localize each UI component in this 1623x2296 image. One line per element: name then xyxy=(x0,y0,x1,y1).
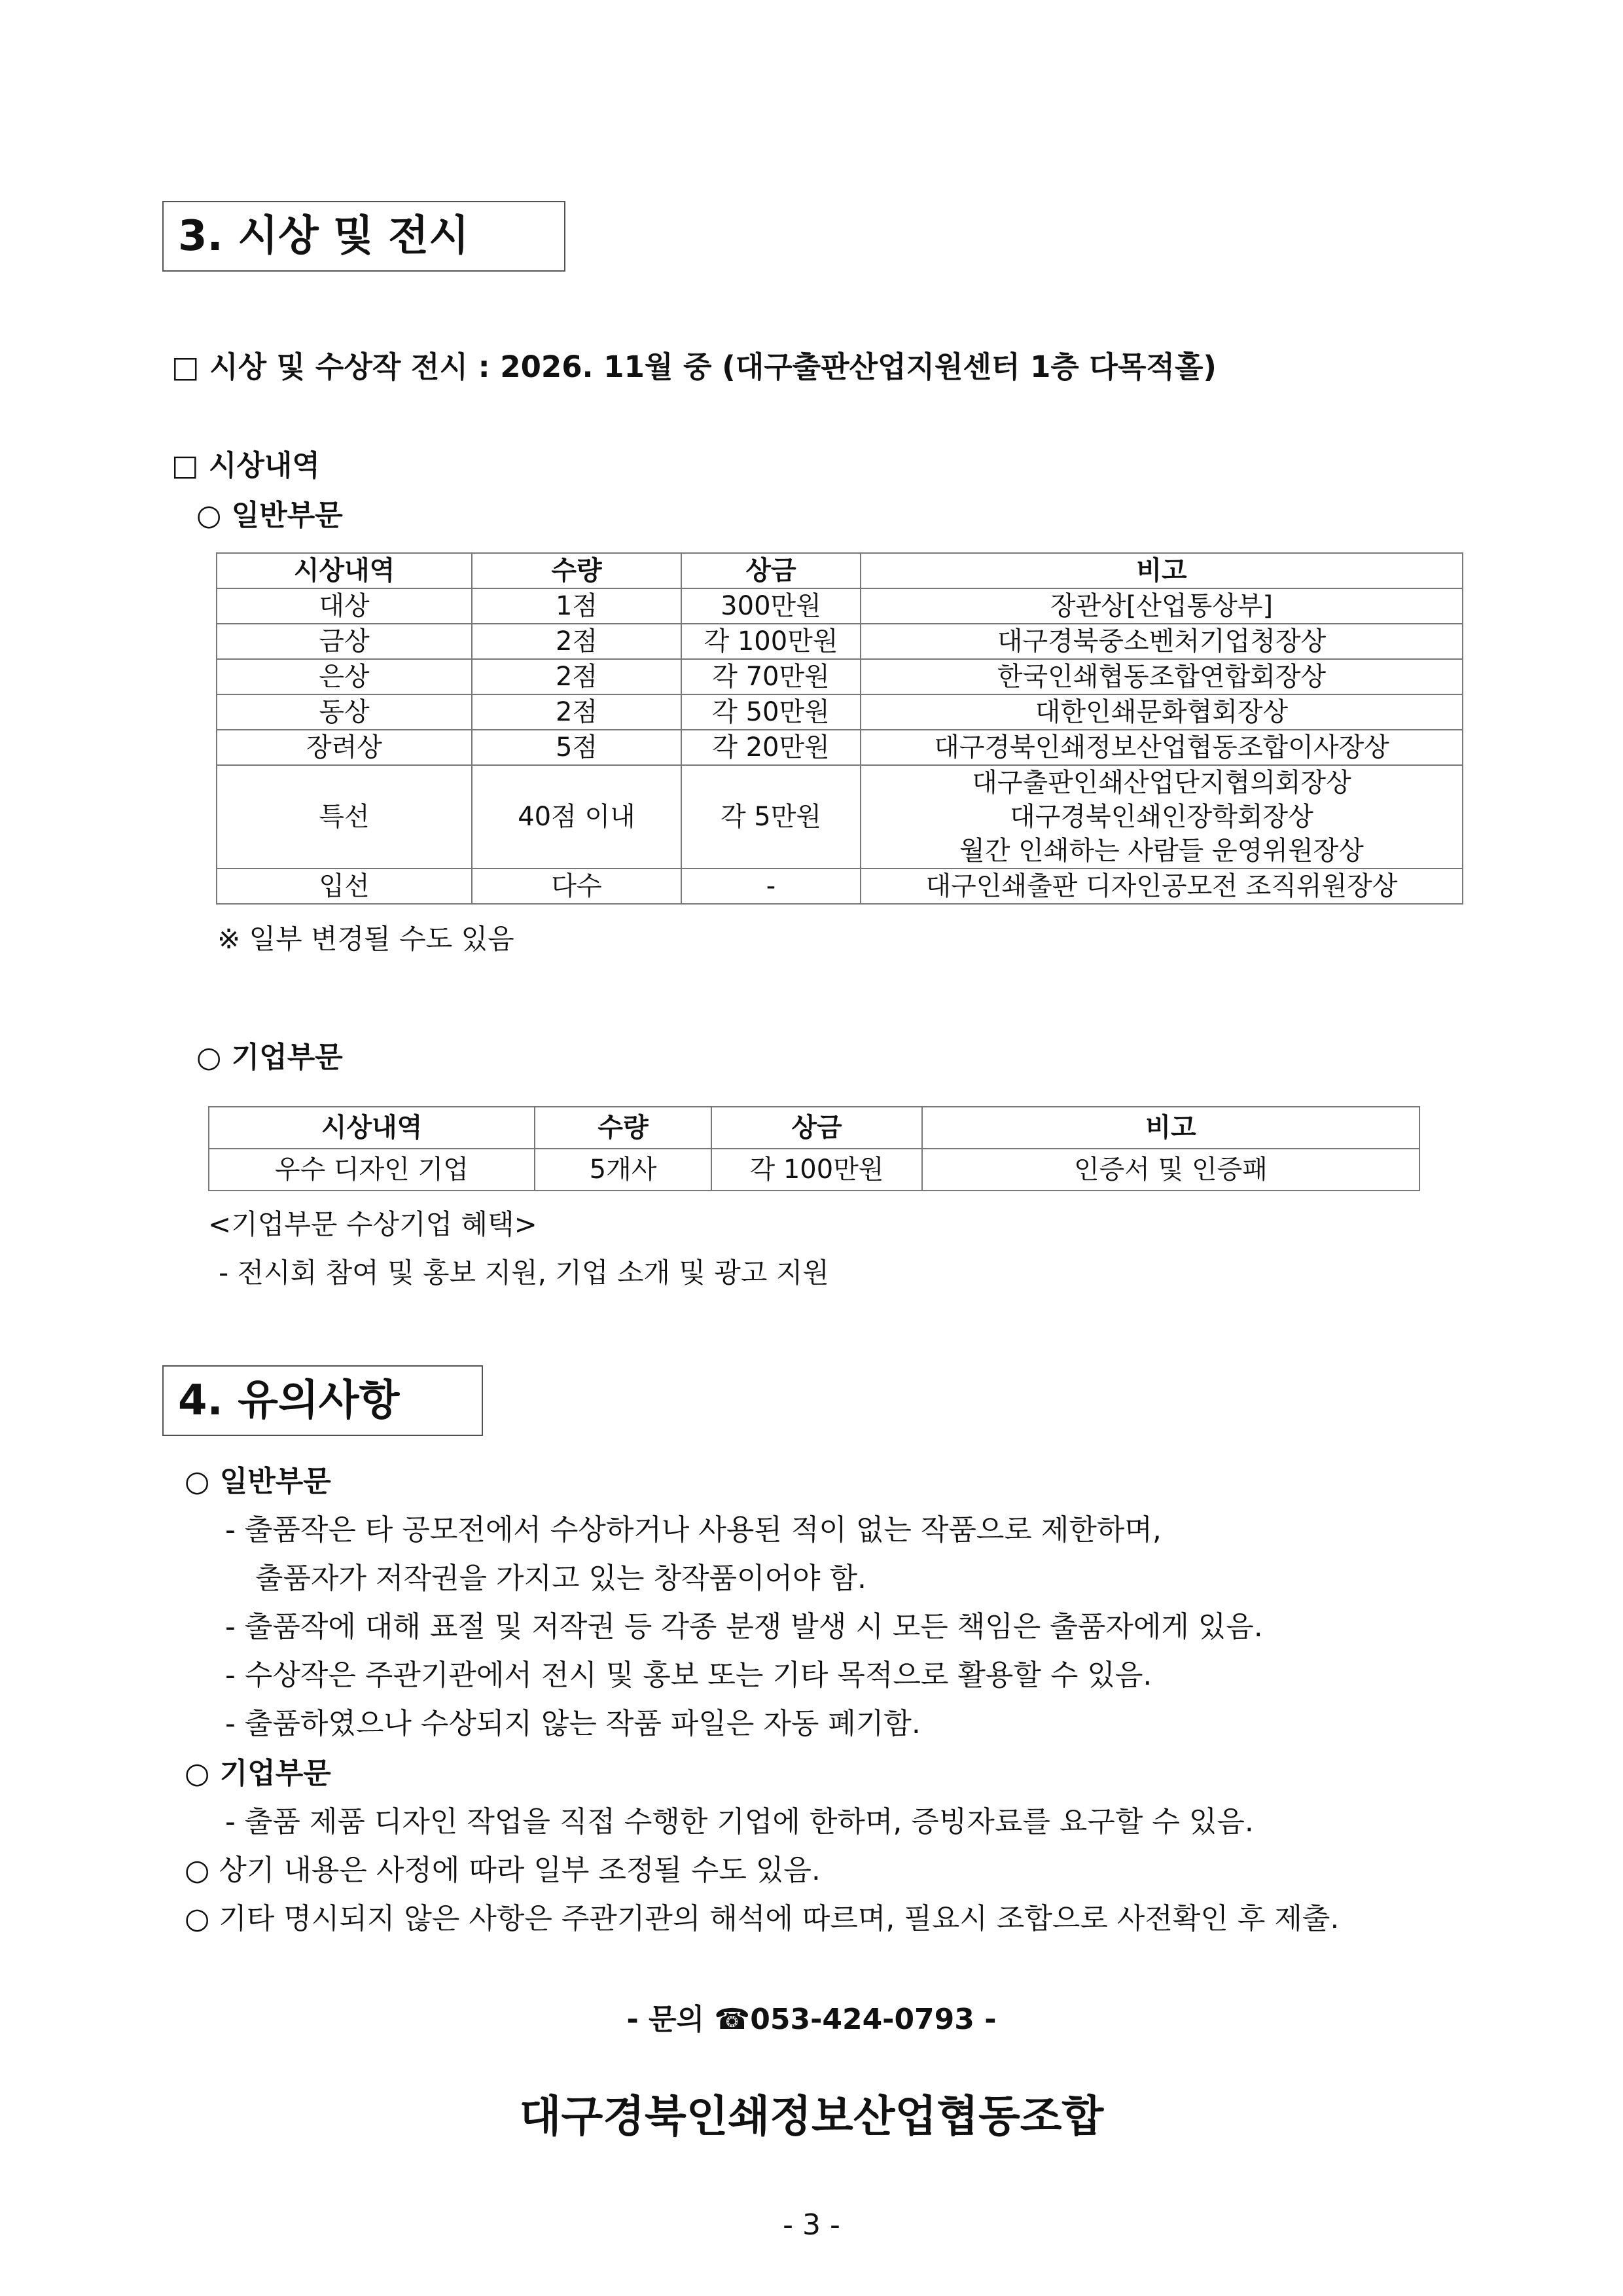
cell-prize: - xyxy=(681,869,861,904)
notice-item: - 출품 제품 디자인 작업을 직접 수행한 기업에 한하며, 증빙자료를 요구할 수 있음. xyxy=(225,1805,1254,1839)
cell-count: 5점 xyxy=(472,730,681,765)
cell-prize: 각 20만원 xyxy=(681,730,861,765)
header-prize: 상금 xyxy=(711,1107,922,1149)
cell-note: 대구경북중소벤처기업청장상 xyxy=(861,624,1463,659)
cell-count: 2점 xyxy=(472,624,681,659)
table-row xyxy=(217,730,1463,765)
table-row xyxy=(217,869,1463,904)
cell-prize: 각 70만원 xyxy=(681,659,861,694)
cell-award: 금상 xyxy=(217,624,472,659)
cell-award: 특선 xyxy=(217,765,472,869)
section-3-title-text: 3. 시상 및 전시 xyxy=(178,212,469,260)
cell-note: 장관상[산업통상부] xyxy=(861,588,1463,624)
table-row xyxy=(217,624,1463,659)
awards-heading: □ 시상내역 xyxy=(171,449,320,482)
notice-item: - 출품하였으나 수상되지 않는 작품 파일은 자동 폐기함. xyxy=(225,1707,921,1740)
cell-count: 다수 xyxy=(472,869,681,904)
special-note-1: 대구출판인쇄산업단지협의회장상 xyxy=(972,768,1351,798)
table-header-row xyxy=(217,553,1463,588)
cell-award: 우수 디자인 기업 xyxy=(209,1149,535,1191)
special-note-3: 월간 인쇄하는 사람들 운영위원장상 xyxy=(959,836,1364,866)
cell-count: 40점 이내 xyxy=(472,765,681,869)
table-row xyxy=(217,694,1463,730)
notice-item: - 출품작에 대해 표절 및 저작권 등 각종 분쟁 발생 시 모든 책임은 출품자에게 있음. xyxy=(225,1610,1263,1643)
cell-count: 2점 xyxy=(472,659,681,694)
cell-award: 동상 xyxy=(217,694,472,730)
cell-count: 1점 xyxy=(472,588,681,624)
notice-item: 출품자가 저작권을 가지고 있는 창작품이어야 함. xyxy=(255,1562,866,1595)
table-header-row xyxy=(209,1107,1419,1149)
cell-prize: 각 50만원 xyxy=(681,694,861,730)
benefit-title: <기업부문 수상기업 혜택> xyxy=(208,1208,537,1240)
cell-award: 입선 xyxy=(217,869,472,904)
table-row xyxy=(217,659,1463,694)
cell-note: 인증서 및 인증패 xyxy=(922,1149,1419,1191)
notice-corporate-heading: ○ 기업부문 xyxy=(185,1757,331,1790)
corporate-division-heading: ○ 기업부문 xyxy=(196,1041,343,1074)
corporate-awards-table xyxy=(208,1106,1420,1191)
cell-count: 5개사 xyxy=(535,1149,711,1191)
notice-item: - 출품작은 타 공모전에서 수상하거나 사용된 적이 없는 작품으로 제한하며, xyxy=(225,1513,1162,1547)
general-division-heading: ○ 일반부문 xyxy=(196,499,343,532)
notice-misc-2: ○ 기타 명시되지 않은 사항은 주관기관의 해석에 따르며, 필요시 조합으로 사전확인 후 제출. xyxy=(185,1902,1340,1935)
cell-note: 대구인쇄출판 디자인공모전 조직위원장상 xyxy=(861,869,1463,904)
cell-prize: 각 100만원 xyxy=(681,624,861,659)
cell-note xyxy=(861,765,1463,869)
cell-prize: 각 100만원 xyxy=(711,1149,922,1191)
cell-note: 한국인쇄협동조합연합회장상 xyxy=(861,659,1463,694)
cell-prize: 300만원 xyxy=(681,588,861,624)
section-4-title-text: 4. 유의사항 xyxy=(178,1376,400,1425)
page-number: - 3 - xyxy=(783,2208,840,2242)
table-row xyxy=(217,588,1463,624)
cell-award: 장려상 xyxy=(217,730,472,765)
notice-general-heading: ○ 일반부문 xyxy=(185,1465,331,1498)
organization-name: 대구경북인쇄정보산업협동조합 xyxy=(519,2091,1104,2142)
exhibition-line: □ 시상 및 수상작 전시 : 2026. 11월 중 (대구출판산업지원센터 1층 다목적홀) xyxy=(171,350,1217,384)
notice-misc-1: ○ 상기 내용은 사정에 따라 일부 조정될 수도 있음. xyxy=(185,1854,821,1887)
cell-prize: 각 5만원 xyxy=(681,765,861,869)
cell-note: 대한인쇄문화협회장상 xyxy=(861,694,1463,730)
header-award: 시상내역 xyxy=(209,1107,535,1149)
cell-award: 대상 xyxy=(217,588,472,624)
header-note: 비고 xyxy=(922,1107,1419,1149)
table-row xyxy=(209,1149,1419,1191)
cell-award: 은상 xyxy=(217,659,472,694)
general-awards-table xyxy=(216,552,1463,905)
header-prize: 상금 xyxy=(681,553,861,588)
cell-note: 대구경북인쇄정보산업협동조합이사장상 xyxy=(861,730,1463,765)
header-count: 수량 xyxy=(472,553,681,588)
header-note: 비고 xyxy=(861,553,1463,588)
notice-item: - 수상작은 주관기관에서 전시 및 홍보 또는 기타 목적으로 활용할 수 있음. xyxy=(225,1659,1152,1692)
header-award: 시상내역 xyxy=(217,553,472,588)
change-note: ※ 일부 변경될 수도 있음 xyxy=(217,923,514,955)
header-count: 수량 xyxy=(535,1107,711,1149)
cell-count: 2점 xyxy=(472,694,681,730)
table-row-special xyxy=(217,765,1463,869)
benefit-item: - 전시회 참여 및 홍보 지원, 기업 소개 및 광고 지원 xyxy=(219,1257,829,1289)
section-3-title xyxy=(162,201,565,272)
contact-line: - 문의 ☎053-424-0793 - xyxy=(626,2003,997,2036)
special-note-2: 대구경북인쇄인장학회장상 xyxy=(1010,802,1313,832)
section-4-title xyxy=(162,1365,483,1436)
